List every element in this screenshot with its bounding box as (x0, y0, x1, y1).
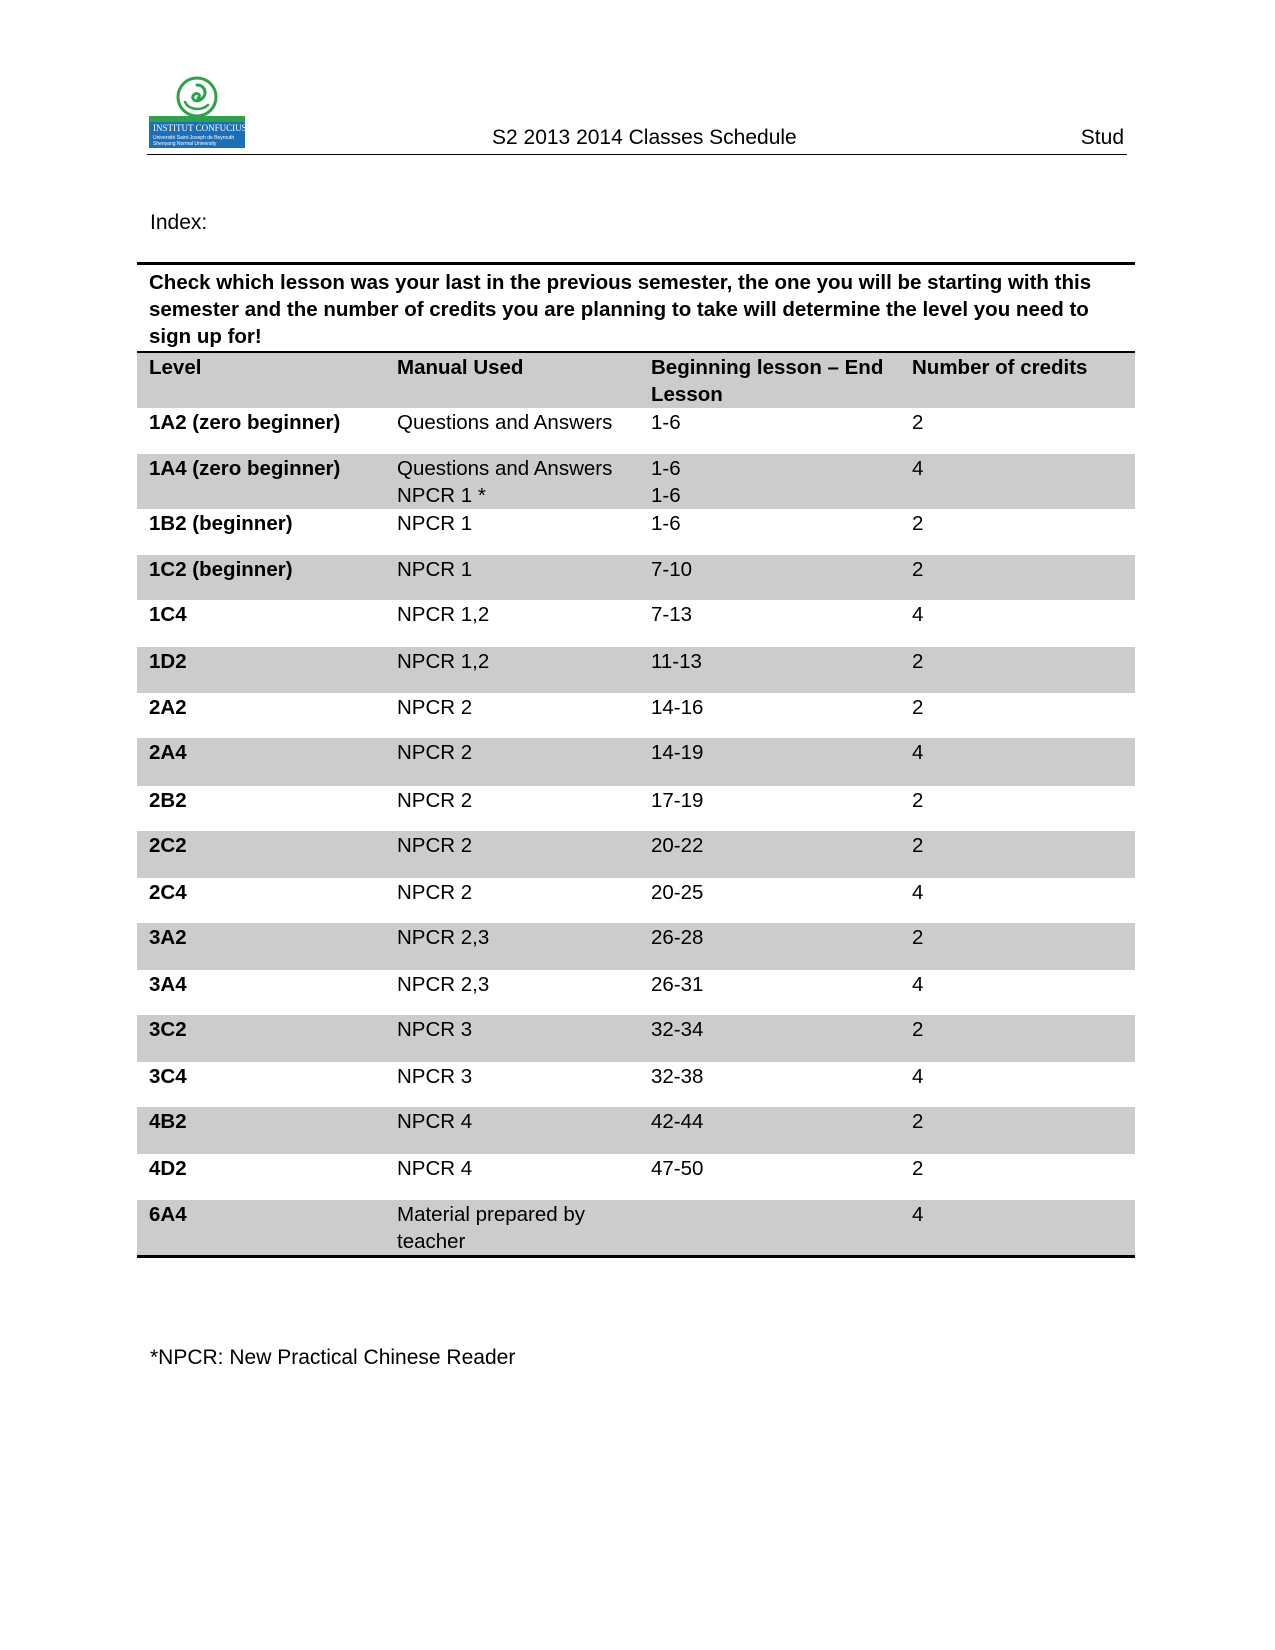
cell-lessons-line: 32-34 (651, 1018, 704, 1041)
table-row (137, 1200, 1135, 1257)
logo-text-line2: Université Saint-Joseph de Beyrouth (153, 135, 235, 141)
table-row (137, 555, 1135, 600)
cell-manual-line: NPCR 1 (397, 512, 473, 535)
cell-credits: 2 (912, 696, 924, 719)
cell-manual (385, 923, 639, 970)
cell-credits: 4 (900, 1200, 1135, 1257)
cell-level: 4B2 (137, 1107, 385, 1154)
cell-credits: 2 (900, 555, 1135, 600)
cell-manual (385, 555, 639, 600)
cell-lessons (639, 878, 900, 923)
cell-level: 3C4 (149, 1065, 187, 1088)
cell-lessons-line: 26-28 (651, 926, 704, 949)
table-row (137, 786, 1135, 831)
cell-lessons-line: 1-6 (651, 512, 681, 535)
cell-manual-line: NPCR 1 * (397, 484, 486, 507)
cell-credits: 2 (912, 789, 924, 812)
cell-manual (385, 509, 639, 555)
cell-credits: 4 (900, 738, 1135, 786)
header-divider (147, 154, 1127, 155)
cell-lessons (639, 970, 900, 1015)
cell-credits: 2 (912, 411, 924, 434)
cell-credits: 4 (912, 881, 924, 904)
cell-manual (385, 1062, 639, 1107)
table-row (137, 738, 1135, 786)
cell-manual (385, 970, 639, 1015)
cell-lessons (639, 923, 900, 970)
cell-manual (385, 738, 639, 786)
cell-manual (385, 1107, 639, 1154)
cell-lessons (639, 600, 900, 647)
cell-level: 2C2 (137, 831, 385, 878)
table-row (137, 878, 1135, 923)
cell-lessons (639, 738, 900, 786)
cell-manual-line: NPCR 2 (397, 696, 473, 719)
cell-level: 4D2 (149, 1157, 187, 1180)
cell-level: 1A4 (zero beginner) (137, 454, 385, 509)
table-row (137, 454, 1135, 509)
cell-lessons (639, 1015, 900, 1062)
cell-lessons-line: 14-19 (651, 741, 704, 764)
cell-lessons (639, 1062, 900, 1107)
cell-level: 1D2 (137, 647, 385, 693)
cell-level: 2A4 (137, 738, 385, 786)
cell-level: 3C2 (137, 1015, 385, 1062)
cell-manual (385, 878, 639, 923)
cell-level: 2B2 (149, 789, 187, 812)
cell-level: 6A4 (137, 1200, 385, 1257)
cell-manual-line: NPCR 2,3 (397, 973, 490, 996)
cell-manual (385, 1154, 639, 1200)
cell-credits: 4 (900, 454, 1135, 509)
cell-manual-line: Material prepared by teacher (397, 1203, 586, 1253)
cell-manual-line: Questions and Answers (397, 457, 613, 480)
cell-manual (385, 786, 639, 831)
logo-banner (149, 116, 245, 148)
cell-lessons-line: 20-25 (651, 881, 704, 904)
table-row (137, 693, 1135, 738)
instruction-text: Check which lesson was your last in the previous semester, the one you will be starting with this semester and the number of credits you are planning to take will determine the level you need to sign up for! (137, 262, 1135, 353)
cell-manual-line: NPCR 2,3 (397, 926, 490, 949)
cell-credits: 2 (900, 1107, 1135, 1154)
table-row (137, 1107, 1135, 1154)
cell-credits: 2 (900, 923, 1135, 970)
cell-lessons (639, 1154, 900, 1200)
header-right-text: Stud (1080, 126, 1124, 149)
cell-lessons-line: 20-22 (651, 834, 704, 857)
cell-manual (385, 831, 639, 878)
table-row (137, 1015, 1135, 1062)
cell-credits: 4 (912, 973, 924, 996)
cell-level: 1C4 (149, 603, 187, 626)
levels-table (137, 353, 1135, 1258)
levels-table-container (137, 262, 1135, 1258)
cell-manual-line: NPCR 4 (397, 1157, 473, 1180)
cell-manual-line: NPCR 2 (397, 834, 473, 857)
cell-level: 2C4 (149, 881, 187, 904)
logo-text-line3: Shenyang Normal University (153, 141, 217, 147)
cell-lessons (639, 831, 900, 878)
table-row (137, 408, 1135, 454)
logo-text-line1: INSTITUT CONFUCIUS (153, 123, 247, 133)
table-row (137, 1154, 1135, 1200)
cell-level: 3A4 (149, 973, 187, 996)
cell-manual (385, 454, 639, 509)
table-row (137, 831, 1135, 878)
cell-lessons (639, 555, 900, 600)
cell-manual-line: NPCR 3 (397, 1065, 473, 1088)
cell-manual (385, 647, 639, 693)
cell-manual-line: Questions and Answers (397, 411, 613, 434)
cell-manual-line: NPCR 4 (397, 1110, 473, 1133)
cell-lessons-line: 1-6 (651, 457, 681, 480)
table-row (137, 509, 1135, 555)
column-header-credits: Number of credits (900, 353, 1135, 408)
cell-credits: 4 (912, 603, 924, 626)
cell-credits: 2 (912, 1157, 924, 1180)
cell-lessons-line: 17-19 (651, 789, 704, 812)
cell-manual (385, 1015, 639, 1062)
cell-manual-line: NPCR 2 (397, 881, 473, 904)
cell-lessons-line: 7-10 (651, 558, 693, 581)
cell-lessons (639, 1200, 900, 1257)
cell-level: 2A2 (149, 696, 187, 719)
cell-lessons (639, 408, 900, 454)
table-row (137, 1062, 1135, 1107)
footnote: *NPCR: New Practical Chinese Reader (150, 1346, 516, 1369)
cell-lessons-line: 14-16 (651, 696, 704, 719)
cell-lessons-line: 32-38 (651, 1065, 704, 1088)
cell-lessons-line: 26-31 (651, 973, 704, 996)
cell-lessons (639, 647, 900, 693)
column-header-manual: Manual Used (385, 353, 639, 408)
table-row (137, 600, 1135, 647)
table-header-row (137, 353, 1135, 408)
cell-credits: 2 (912, 512, 924, 535)
cell-lessons (639, 1107, 900, 1154)
cell-lessons-line: 1-6 (651, 484, 681, 507)
cell-manual (385, 408, 639, 454)
institut-confucius-logo (147, 76, 247, 150)
index-label: Index: (150, 211, 208, 234)
table-row (137, 970, 1135, 1015)
cell-lessons-line: 47-50 (651, 1157, 704, 1180)
cell-manual-line: NPCR 2 (397, 789, 473, 812)
table-body (137, 408, 1135, 1257)
cell-manual (385, 693, 639, 738)
cell-manual-line: NPCR 3 (397, 1018, 473, 1041)
cell-lessons (639, 509, 900, 555)
cell-lessons-line: 1-6 (651, 411, 681, 434)
cell-lessons (639, 786, 900, 831)
cell-manual-line: NPCR 1,2 (397, 650, 490, 673)
document-title: S2 2013 2014 Classes Schedule (492, 126, 797, 149)
cell-manual (385, 600, 639, 647)
cell-credits: 2 (900, 647, 1135, 693)
cell-lessons (639, 454, 900, 509)
cell-manual-line: NPCR 1 (397, 558, 473, 581)
cell-level: 1B2 (beginner) (149, 512, 293, 535)
confucius-emblem-icon (176, 76, 218, 118)
cell-credits: 2 (900, 1015, 1135, 1062)
page-header (147, 72, 1124, 156)
cell-level: 1C2 (beginner) (137, 555, 385, 600)
table-row (137, 647, 1135, 693)
cell-lessons-line: 42-44 (651, 1110, 704, 1133)
cell-lessons-line: 11-13 (651, 650, 702, 673)
cell-manual (385, 1200, 639, 1257)
column-header-lessons: Beginning lesson – End Lesson (639, 353, 900, 408)
cell-lessons (639, 693, 900, 738)
cell-level: 3A2 (137, 923, 385, 970)
cell-credits: 2 (900, 831, 1135, 878)
cell-credits: 4 (912, 1065, 924, 1088)
cell-level: 1A2 (zero beginner) (149, 411, 341, 434)
column-header-level: Level (137, 353, 385, 408)
table-row (137, 923, 1135, 970)
cell-manual-line: NPCR 2 (397, 741, 473, 764)
cell-manual-line: NPCR 1,2 (397, 603, 490, 626)
cell-lessons-line: 7-13 (651, 603, 693, 626)
